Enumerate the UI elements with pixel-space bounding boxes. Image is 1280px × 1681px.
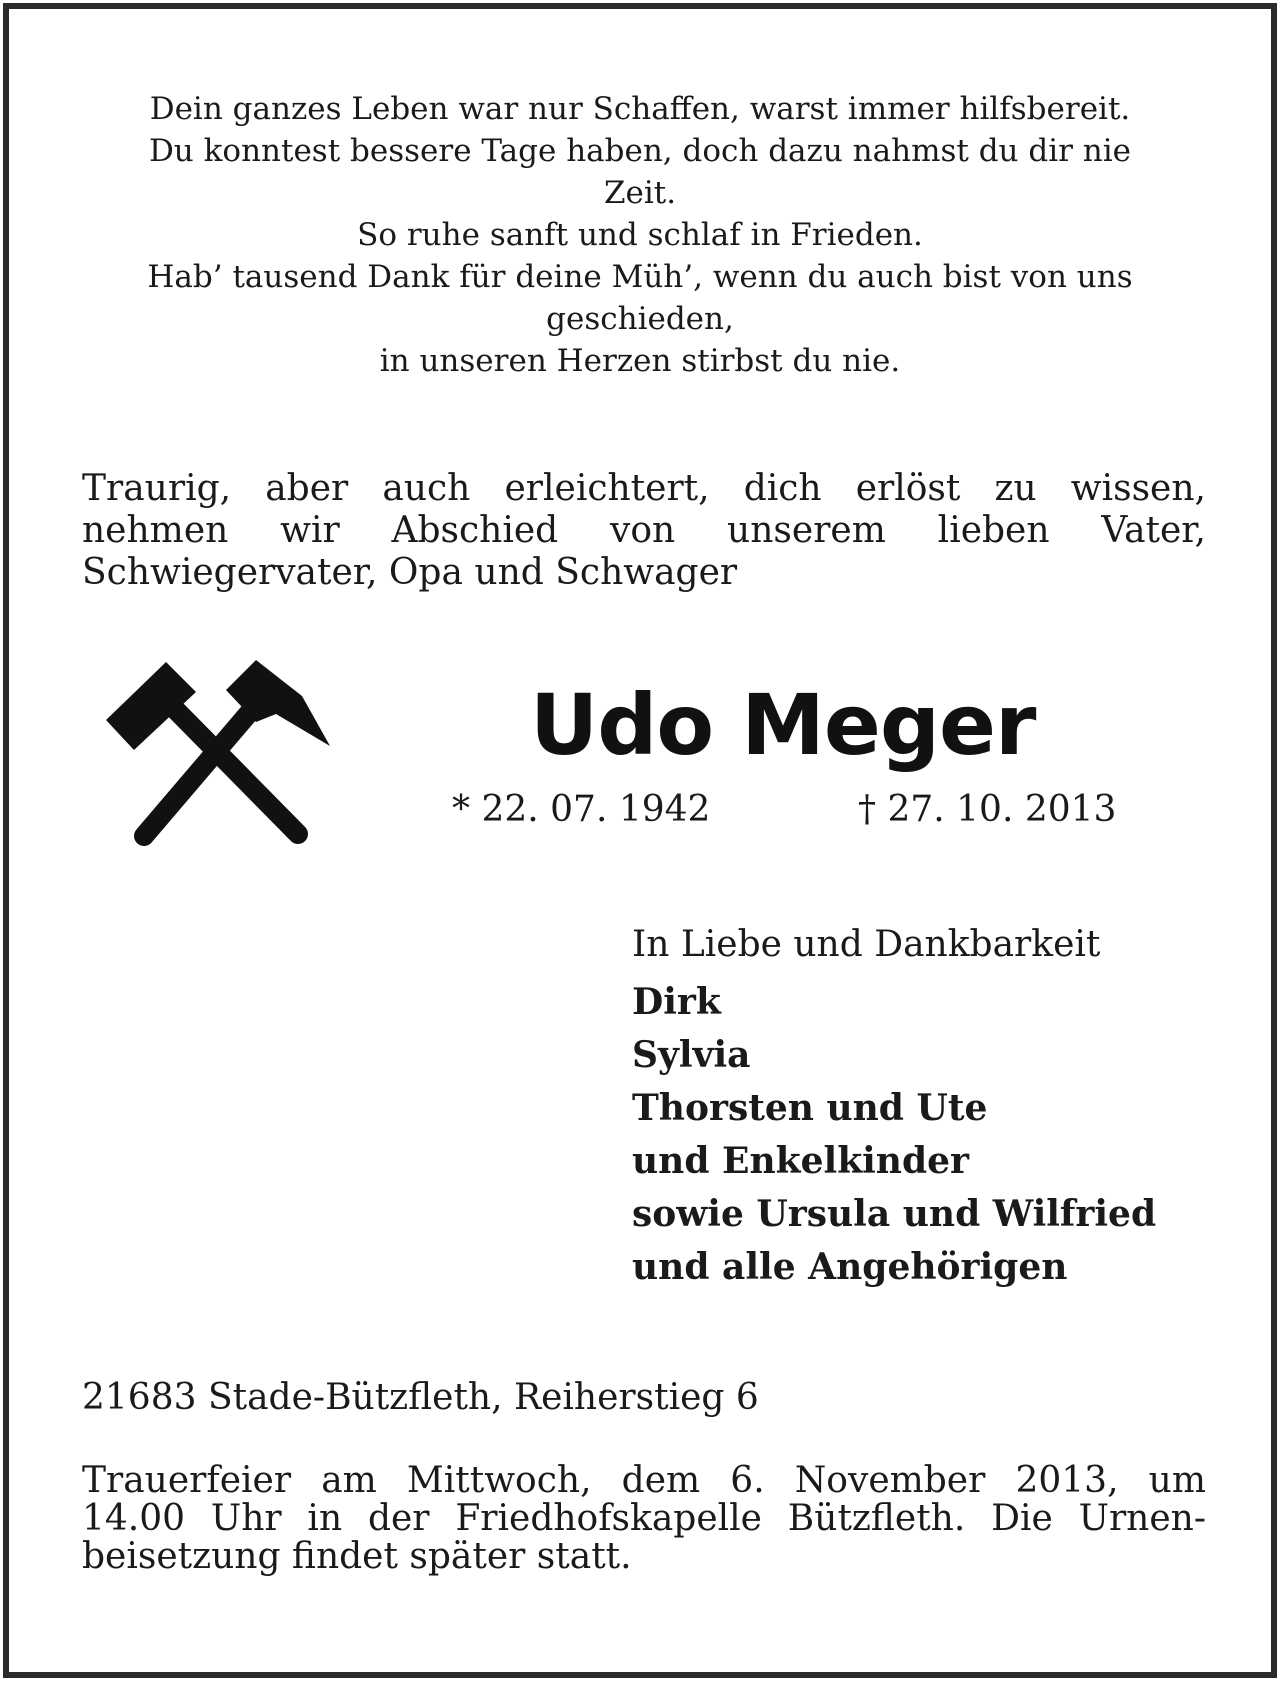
- poem-line: Hab’ tausend Dank für deine Müh’, wenn du auch bist von uns: [147, 259, 1133, 295]
- signer-name: und Enkelkinder: [632, 1140, 970, 1182]
- intro-text: [82, 468, 1206, 594]
- signer-name: Sylvia: [632, 1034, 751, 1076]
- deceased-name: Udo Meger: [530, 676, 1036, 774]
- poem-line: in unseren Herzen stirbst du nie.: [379, 343, 901, 379]
- poem-line: Dein ganzes Leben war nur Schaffen, warst immer hilfsbereit.: [149, 91, 1131, 127]
- service-line: 14.00 Uhr in der Friedhofskapelle Bützfleth. Die Urnen-: [82, 1498, 1206, 1539]
- intro-line: nehmen wir Abschied von unserem lieben Vater,: [82, 510, 1206, 551]
- funeral-service-info: [82, 1462, 1206, 1576]
- hammer-and-pick-icon: [106, 660, 330, 860]
- signer-name: sowie Ursula und Wilfried: [632, 1193, 1157, 1235]
- signer-name: und alle Angehörigen: [632, 1246, 1068, 1288]
- death-date: † 27. 10. 2013: [858, 789, 1117, 830]
- signer-name: Dirk: [632, 981, 721, 1023]
- intro-line: Traurig, aber auch erleichtert, dich erlöst zu wissen,: [82, 468, 1206, 509]
- poem-line: geschieden,: [546, 301, 734, 337]
- signers-block: [632, 920, 1156, 1294]
- service-line: beisetzung findet später statt.: [82, 1536, 632, 1577]
- poem-line: Du konntest bessere Tage haben, doch dazu nahmst du dir nie: [148, 133, 1132, 169]
- birth-date: * 22. 07. 1942: [452, 789, 711, 830]
- signer-name: Thorsten und Ute: [632, 1087, 988, 1129]
- poem-line: Zeit.: [603, 175, 677, 211]
- poem-line: So ruhe sanft und schlaf in Frieden.: [357, 217, 923, 253]
- intro-line: Schwiegervater, Opa und Schwager: [82, 552, 738, 593]
- memorial-poem: [90, 88, 1190, 382]
- service-line: Trauerfeier am Mittwoch, dem 6. November 2013, um: [82, 1460, 1206, 1501]
- signers-list: [632, 976, 1156, 1294]
- family-address: 21683 Stade-Bützfleth, Reiherstieg 6: [82, 1377, 759, 1418]
- signers-lead: In Liebe und Dankbarkeit: [632, 924, 1101, 965]
